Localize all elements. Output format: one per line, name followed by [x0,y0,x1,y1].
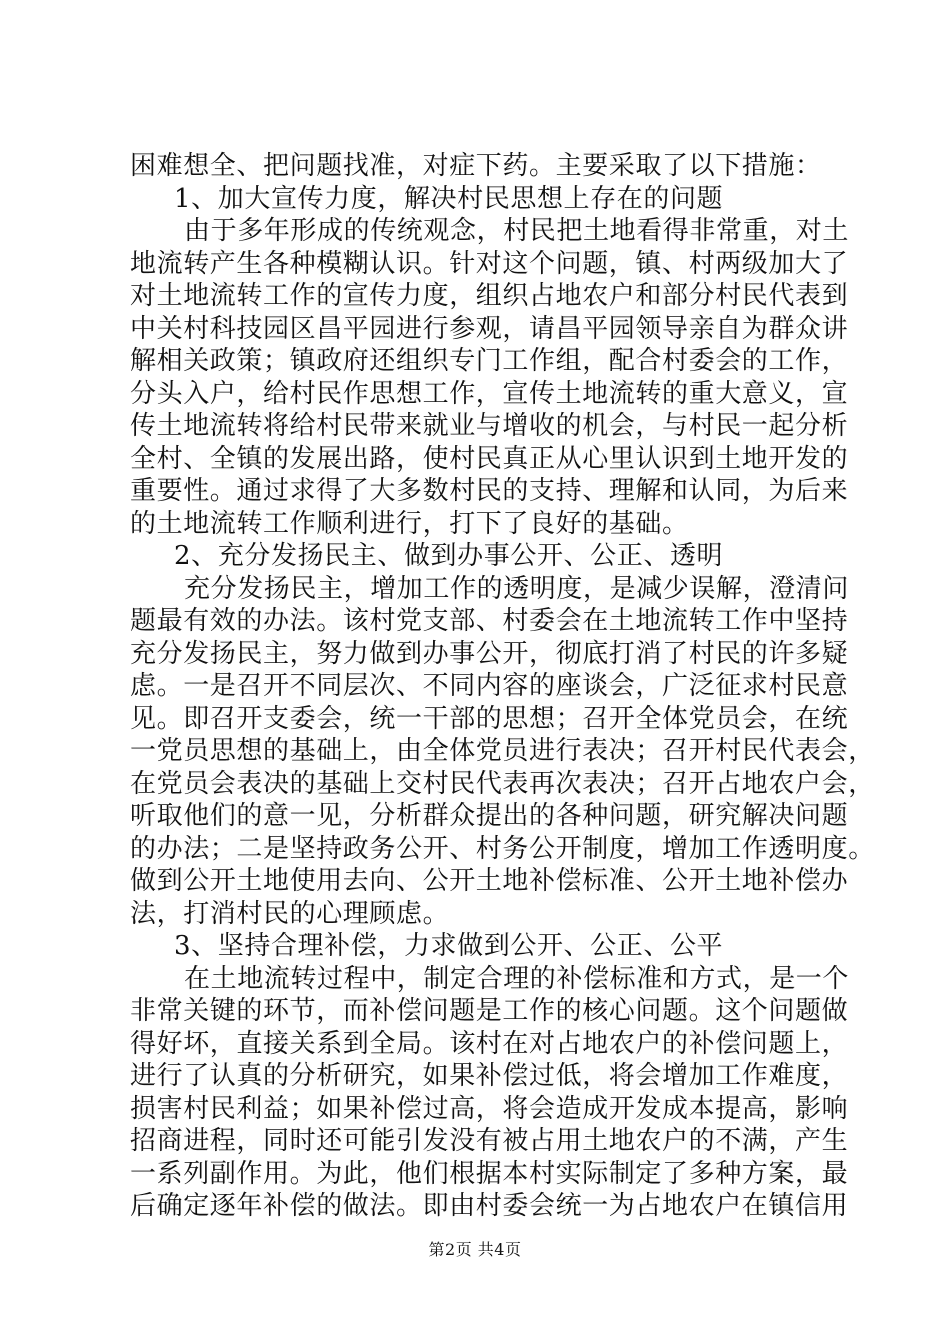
body-line: 的办法；二是坚持政务公开、村务公开制度，增加工作透明度。 [130,833,875,864]
body-line: 损害村民利益；如果补偿过高，将会造成开发成本提高，影响 [130,1093,849,1124]
body-line: 在党员会表决的基础上交村民代表再次表决；召开占地农户会， [130,768,875,799]
section-heading-3: 3、坚持合理补偿，力求做到公开、公正、公平 [174,931,724,961]
body-line: 听取他们的意一见，分析群众提出的各种问题，研究解决问题 [130,801,849,831]
body-line: 重要性。通过求得了大多数村民的支持、理解和认同，为后来 [130,476,849,506]
section-heading-2: 2、充分发扬民主、做到办事公开、公正、透明 [174,541,724,571]
document-body [130,150,875,1223]
page-number-footer: 第2页 共4页 [428,1240,522,1259]
paragraph-first-line: 充分发扬民主，增加工作的透明度，是减少误解，澄清问 [184,573,850,604]
body-line: 虑。一是召开不同层次、不同内容的座谈会，广泛征求村民意 [130,671,849,701]
paragraph-first-line: 由于多年形成的传统观念，村民把土地看得非常重，对土 [184,216,850,246]
body-line: 全村、全镇的发展出路，使村民真正从心里认识到土地开发的 [130,443,849,474]
body-line: 的土地流转工作顺利进行，打下了良好的基础。 [130,508,689,539]
body-line: 后确定逐年补偿的做法。即由村委会统一为占地农户在镇信用 [130,1191,849,1221]
paragraph-first-line: 在土地流转过程中，制定合理的补偿标准和方式，是一个 [184,963,850,994]
body-line: 非常关键的环节，而补偿问题是工作的核心问题。这个问题做 [130,996,849,1026]
body-line: 做到公开土地使用去向、公开土地补偿标准、公开土地补偿办 [130,866,849,896]
section-heading-1: 1、加大宣传力度，解决村民思想上存在的问题 [174,183,724,214]
body-line: 进行了认真的分析研究，如果补偿过低，将会增加工作难度， [130,1061,849,1091]
body-line: 分头入户，给村民作思想工作，宣传土地流转的重大意义，宣 [130,378,849,409]
body-line: 一党员思想的基础上，由全体党员进行表决；召开村民代表会， [130,736,875,766]
body-line: 得好坏，直接关系到全局。该村在对占地农户的补偿问题上， [130,1028,849,1059]
body-line: 对土地流转工作的宣传力度，组织占地农户和部分村民代表到 [130,281,849,311]
body-line: 题最有效的办法。该村党支部、村委会在土地流转工作中坚持 [130,606,849,636]
body-line: 法，打消村民的心理顾虑。 [130,898,450,929]
body-line: 充分发扬民主，努力做到办事公开，彻底打消了村民的许多疑 [130,638,849,669]
body-line: 困难想全、把问题找准，对症下药。主要采取了以下措施： [130,151,822,181]
body-line: 见。即召开支委会，统一干部的思想；召开全体党员会，在统 [130,703,849,734]
body-line: 一系列副作用。为此，他们根据本村实际制定了多种方案，最 [130,1158,849,1189]
body-line: 传土地流转将给村民带来就业与增收的机会，与村民一起分析 [130,411,849,441]
body-line: 地流转产生各种模糊认识。针对这个问题，镇、村两级加大了 [130,248,849,279]
body-line: 招商进程，同时还可能引发没有被占用土地农户的不满，产生 [130,1126,849,1156]
body-line: 中关村科技园区昌平园进行参观，请昌平园领导亲自为群众讲 [130,313,849,344]
body-line: 解相关政策；镇政府还组织专门工作组，配合村委会的工作， [130,346,849,376]
